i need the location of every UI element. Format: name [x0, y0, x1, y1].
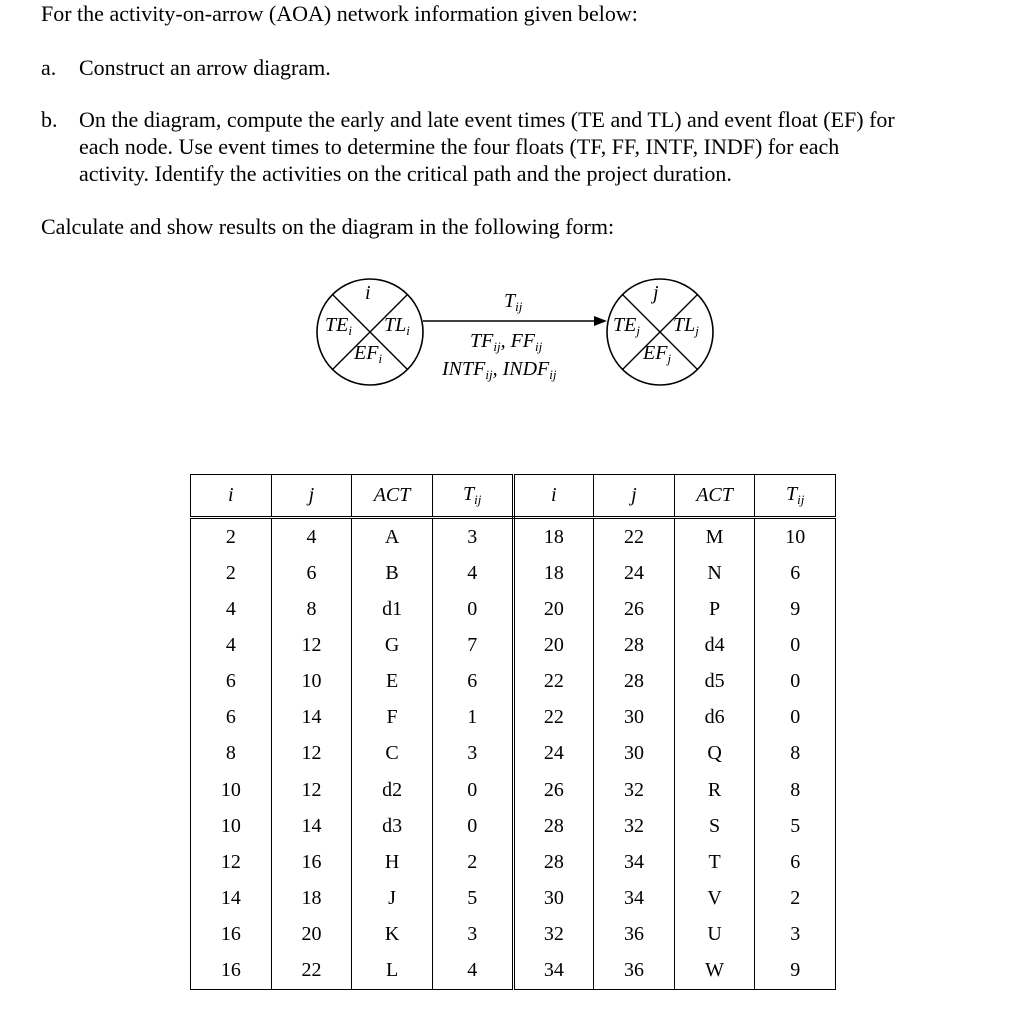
table-body [191, 518, 836, 990]
table-cell: 6 [755, 555, 836, 591]
table-cell: 5 [755, 808, 836, 844]
node-i-te: $TE_i$ [325, 314, 352, 338]
table-cell: 30 [594, 700, 675, 736]
table-cell: R [674, 772, 755, 808]
table-row [191, 591, 836, 627]
table-cell: 36 [594, 953, 675, 990]
table-cell: 16 [191, 917, 272, 953]
table-cell: d3 [352, 808, 433, 844]
table-cell: 2 [755, 880, 836, 916]
table-cell: 5 [432, 880, 513, 916]
intro-text: For the activity-on-arrow (AOA) network information given below: [41, 1, 638, 26]
header-duration-col-2: $T_{ij}$ [755, 475, 836, 518]
table-cell: 4 [432, 555, 513, 591]
table-row [191, 917, 836, 953]
arrow-intf-indf-label: $INTF_{ij}$, $INDF_{ij}$ [442, 358, 557, 382]
table-row [191, 953, 836, 990]
table-cell: 0 [755, 700, 836, 736]
table-cell: K [352, 917, 433, 953]
table-cell: 4 [191, 591, 272, 627]
table-cell: E [352, 664, 433, 700]
table-cell: 3 [755, 917, 836, 953]
table-cell: 34 [594, 880, 675, 916]
table-cell: Q [674, 736, 755, 772]
table-cell: P [674, 591, 755, 627]
table-cell: 22 [513, 664, 594, 700]
table-cell: 2 [191, 518, 272, 556]
table-cell: 28 [594, 627, 675, 663]
table-cell: 18 [513, 518, 594, 556]
table-cell: 20 [513, 627, 594, 663]
table-cell: V [674, 880, 755, 916]
table-cell: 6 [191, 664, 272, 700]
item-b-marker: b. [41, 107, 58, 132]
table-cell: 2 [432, 844, 513, 880]
table-cell: 0 [755, 664, 836, 700]
table-cell: T [674, 844, 755, 880]
header-act-col: ACT [352, 475, 433, 518]
table-cell: H [352, 844, 433, 880]
table-row [191, 844, 836, 880]
table-row [191, 880, 836, 916]
table-cell: 28 [513, 844, 594, 880]
table-cell: d1 [352, 591, 433, 627]
item-a-marker: a. [41, 55, 57, 80]
table-cell: 3 [432, 518, 513, 556]
table-cell: 36 [594, 917, 675, 953]
table-cell: 30 [594, 736, 675, 772]
table-cell: 8 [271, 591, 352, 627]
table-cell: B [352, 555, 433, 591]
table-cell: 9 [755, 953, 836, 990]
node-i-ef: $EF_i$ [354, 342, 383, 366]
node-j-ef: $EF_j$ [643, 342, 672, 366]
legend-diagram [300, 278, 730, 388]
node-j-te: $TE_j$ [613, 314, 640, 338]
table-cell: 28 [513, 808, 594, 844]
table-cell: 24 [513, 736, 594, 772]
activity-table [190, 474, 836, 990]
table-cell: 14 [271, 808, 352, 844]
header-i-col-2: i [513, 475, 594, 518]
table-cell: 6 [191, 700, 272, 736]
table-cell: 8 [755, 736, 836, 772]
arrow-tf-ff-label: $TF_{ij}$, $FF_{ij}$ [470, 330, 543, 354]
table-cell: 22 [513, 700, 594, 736]
table-row [191, 518, 836, 556]
table-cell: 12 [271, 736, 352, 772]
calc-instruction: Calculate and show results on the diagram in the following form: [41, 214, 615, 239]
table-cell: 30 [513, 880, 594, 916]
table-cell: 12 [271, 772, 352, 808]
table-cell: d6 [674, 700, 755, 736]
table-cell: 14 [271, 700, 352, 736]
header-j-col: j [271, 475, 352, 518]
table-cell: 26 [513, 772, 594, 808]
table-cell: 6 [271, 555, 352, 591]
node-i-tl: $TL_i$ [384, 314, 410, 338]
table-row [191, 555, 836, 591]
table-cell: d2 [352, 772, 433, 808]
table-cell: 28 [594, 664, 675, 700]
table-cell: 10 [191, 772, 272, 808]
header-act-col-2: ACT [674, 475, 755, 518]
table-cell: 4 [191, 627, 272, 663]
table-cell: 8 [191, 736, 272, 772]
table-cell: 16 [191, 953, 272, 990]
table-cell: M [674, 518, 755, 556]
table-cell: 3 [432, 736, 513, 772]
table-cell: 16 [271, 844, 352, 880]
table-cell: 34 [513, 953, 594, 990]
table-cell: 18 [271, 880, 352, 916]
table-row [191, 772, 836, 808]
table-cell: 2 [191, 555, 272, 591]
item-b-line-3: activity. Identify the activities on the critical path and the project duration. [79, 161, 732, 186]
table-cell: N [674, 555, 755, 591]
table-cell: 0 [432, 772, 513, 808]
table-cell: 10 [191, 808, 272, 844]
table-cell: 34 [594, 844, 675, 880]
table-row [191, 664, 836, 700]
table-cell: 4 [432, 953, 513, 990]
table-cell: 22 [271, 953, 352, 990]
table-cell: d4 [674, 627, 755, 663]
table-cell: 0 [432, 808, 513, 844]
table-row [191, 700, 836, 736]
table-cell: 0 [755, 627, 836, 663]
table-cell: C [352, 736, 433, 772]
node-j-label: j [653, 282, 659, 304]
table-cell: 6 [432, 664, 513, 700]
table-cell: 32 [513, 917, 594, 953]
table-cell: S [674, 808, 755, 844]
table-cell: 1 [432, 700, 513, 736]
activity-arrow-head [594, 316, 607, 326]
item-b-line-1: On the diagram, compute the early and late event times (TE and TL) and event float (EF) for [79, 107, 895, 132]
activity-table-grid [190, 474, 836, 990]
table-row [191, 627, 836, 663]
table-cell: 12 [271, 627, 352, 663]
header-i-col: i [191, 475, 272, 518]
table-cell: 14 [191, 880, 272, 916]
table-cell: 4 [271, 518, 352, 556]
table-cell: 8 [755, 772, 836, 808]
item-b-line-2: each node. Use event times to determine the four floats (TF, FF, INTF, INDF) for each [79, 134, 840, 159]
header-j-col-2: j [594, 475, 675, 518]
table-row [191, 736, 836, 772]
table-cell: 18 [513, 555, 594, 591]
table-header-row [191, 475, 836, 518]
table-cell: 32 [594, 808, 675, 844]
table-cell: 20 [513, 591, 594, 627]
table-cell: 22 [594, 518, 675, 556]
item-a-line-1: Construct an arrow diagram. [79, 55, 331, 80]
table-cell: 3 [432, 917, 513, 953]
table-cell: 20 [271, 917, 352, 953]
table-cell: U [674, 917, 755, 953]
table-cell: 6 [755, 844, 836, 880]
header-duration-col: $T_{ij}$ [432, 475, 513, 518]
arrow-duration-label: $T_{ij}$ [504, 290, 523, 314]
table-cell: 24 [594, 555, 675, 591]
node-j-tl: $TL_j$ [673, 314, 699, 338]
table-cell: L [352, 953, 433, 990]
table-cell: 9 [755, 591, 836, 627]
table-cell: 7 [432, 627, 513, 663]
table-cell: 26 [594, 591, 675, 627]
table-cell: F [352, 700, 433, 736]
table-cell: W [674, 953, 755, 990]
table-cell: G [352, 627, 433, 663]
table-cell: A [352, 518, 433, 556]
table-cell: 12 [191, 844, 272, 880]
table-row [191, 808, 836, 844]
table-cell: 32 [594, 772, 675, 808]
table-cell: 10 [271, 664, 352, 700]
table-cell: 10 [755, 518, 836, 556]
node-i-label: i [365, 282, 371, 304]
table-cell: J [352, 880, 433, 916]
table-cell: 0 [432, 591, 513, 627]
table-cell: d5 [674, 664, 755, 700]
